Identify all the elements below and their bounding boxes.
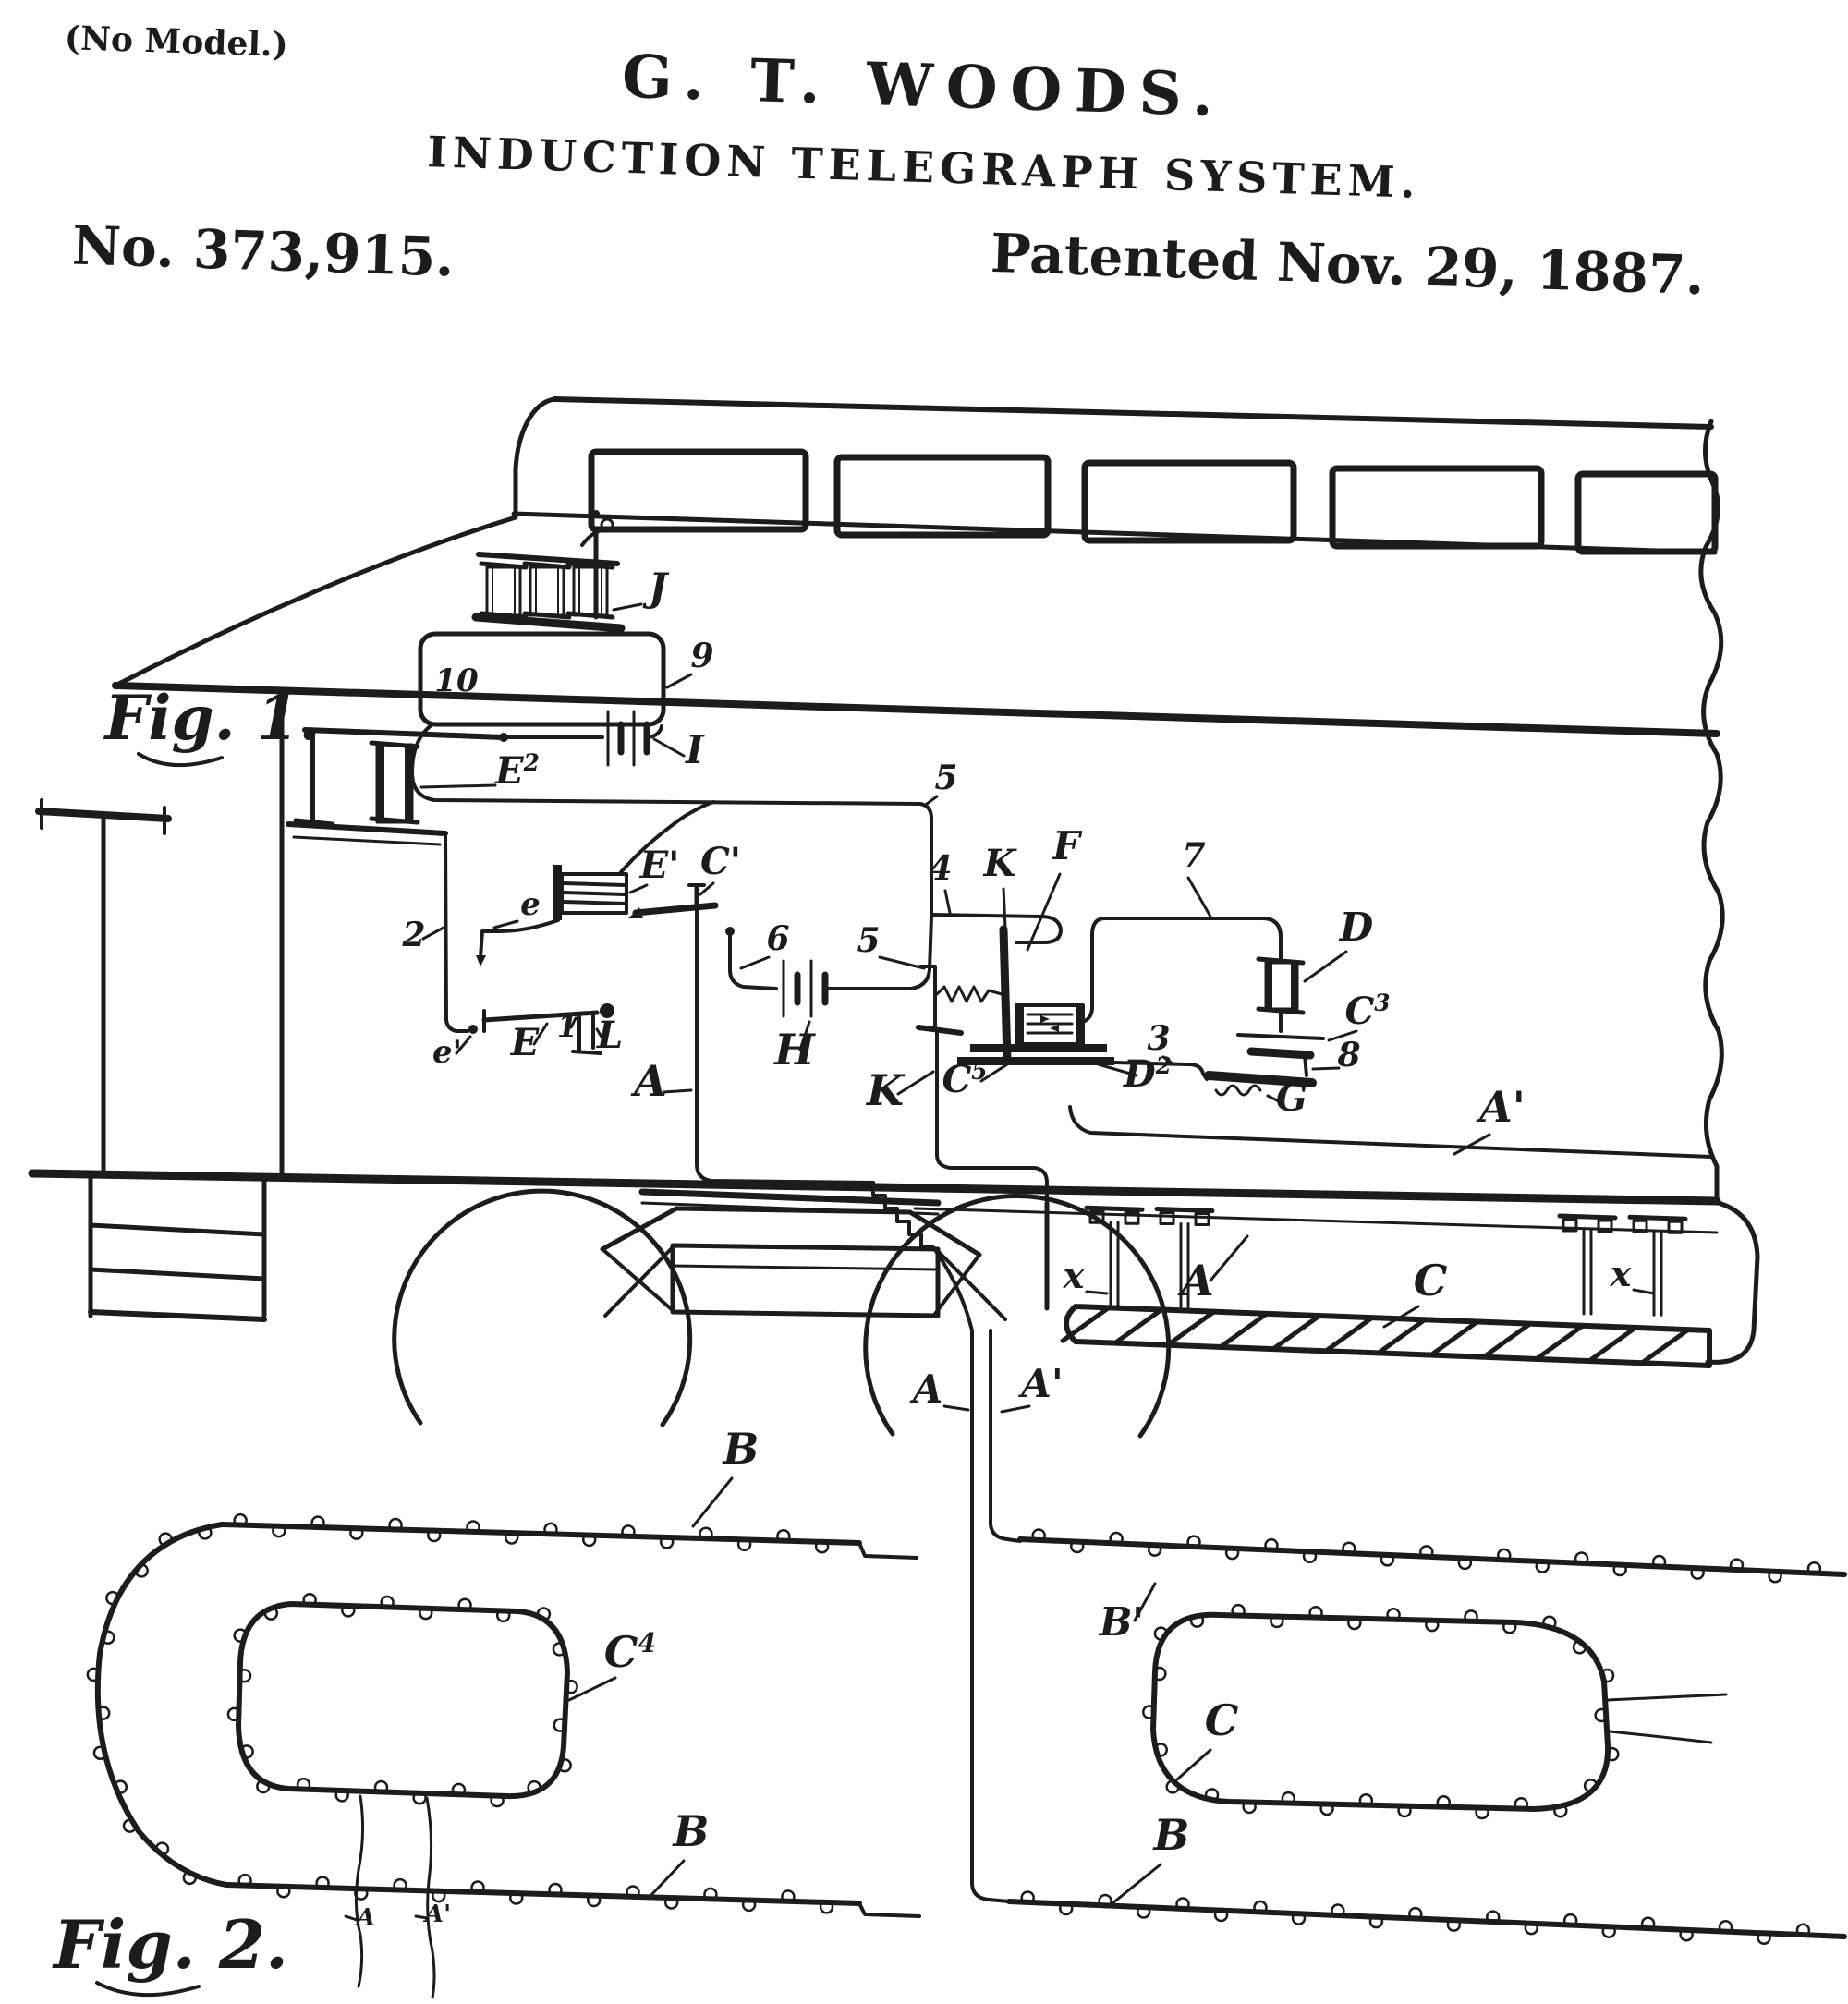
fig2-leader-5 bbox=[1177, 1750, 1210, 1779]
fig1-leader-31 bbox=[1210, 1236, 1247, 1281]
hatch-line bbox=[1221, 1314, 1267, 1347]
hanger-stem bbox=[1111, 1222, 1118, 1306]
fig2-label-B-6: B bbox=[673, 1806, 710, 1856]
fig1-car-outline bbox=[32, 399, 1757, 1436]
fig1-label-D-21: D bbox=[1339, 905, 1374, 950]
fig1-leader-28 bbox=[663, 1090, 691, 1092]
fig1-label-A-31: A bbox=[1181, 1256, 1214, 1306]
hanger-flange bbox=[1087, 1208, 1142, 1209]
fig1-label-I-3: I bbox=[686, 727, 704, 772]
fig2-label-C4-4: $C^4$ bbox=[603, 1626, 657, 1677]
inventor-name: G. T. WOODS. bbox=[620, 42, 1228, 131]
fig1-leader-21 bbox=[1305, 952, 1346, 981]
fig1-label-D2-23: $D^2$ bbox=[1124, 1052, 1172, 1096]
patent-title: INDUCTION TELEGRAPH SYSTEM. bbox=[426, 127, 1422, 208]
fig1-leader-15 bbox=[741, 957, 769, 968]
fig1-label-Ap-30: A' bbox=[1479, 1082, 1526, 1132]
fig2-leader-7 bbox=[1112, 1864, 1161, 1903]
fig2-label-Bp-3: B' bbox=[1099, 1599, 1145, 1645]
fig1-label-C3-25: $C^3$ bbox=[1344, 990, 1391, 1033]
hatch-line bbox=[1115, 1310, 1161, 1343]
fig2-caption-flourish bbox=[97, 1983, 199, 1995]
fig1-leader-13 bbox=[927, 796, 937, 804]
fig1-leader-20 bbox=[1188, 878, 1210, 917]
fig1-caption: Fig. 1. bbox=[104, 682, 321, 754]
fig1-leader-4 bbox=[421, 785, 495, 787]
hatch-line bbox=[1537, 1326, 1583, 1359]
patent-date: Patented Nov. 29, 1887. bbox=[990, 221, 1706, 308]
fig1-label-E2-4: $E^2$ bbox=[495, 749, 540, 793]
fig1-label-6-15: 6 bbox=[766, 919, 790, 958]
no-model-note: (No Model.) bbox=[64, 18, 289, 65]
fig1-leader-26 bbox=[1313, 1068, 1339, 1069]
fig1-label-5-13: 5 bbox=[934, 759, 958, 797]
patent-number: No. 373,915. bbox=[71, 213, 456, 289]
hanger-flange bbox=[1560, 1216, 1615, 1218]
fig1-leader-3 bbox=[654, 739, 684, 756]
hanger-flange bbox=[1157, 1209, 1212, 1211]
hatch-line bbox=[1642, 1330, 1688, 1363]
fig1-label-C-34: C bbox=[1413, 1256, 1448, 1306]
fig2-leader-0 bbox=[693, 1478, 732, 1526]
fig1-leader-33 bbox=[1634, 1290, 1654, 1293]
fig2-caption: Fig. 2. bbox=[53, 1905, 289, 1984]
fig1-label-1-11: 1 bbox=[556, 1009, 578, 1044]
fig2-leader-8 bbox=[346, 1916, 357, 1920]
fig1-label-3-24: 3 bbox=[1147, 1019, 1171, 1058]
hanger-foot bbox=[1161, 1213, 1173, 1224]
hatch-line bbox=[1168, 1312, 1214, 1345]
fig1-leader-14 bbox=[880, 957, 924, 968]
fig1-leader-32 bbox=[1087, 1292, 1107, 1293]
fig2-leader-2 bbox=[1002, 1406, 1029, 1412]
fig1-label-H-16: H bbox=[774, 1025, 815, 1075]
fig1-label-x-33: x bbox=[1610, 1253, 1632, 1294]
fig1-label-G-27: G bbox=[1275, 1076, 1308, 1120]
fig1-leader-30 bbox=[1454, 1135, 1489, 1154]
fig2-track-loops bbox=[88, 1514, 1844, 1998]
fig1-caption-flourish bbox=[139, 754, 222, 765]
hatch-line bbox=[1589, 1328, 1635, 1361]
fig2-label-B-7: B bbox=[1153, 1810, 1190, 1860]
fig2-leader-1 bbox=[944, 1406, 968, 1410]
fig2-labels bbox=[52, 1361, 1239, 1984]
hanger-flange bbox=[1630, 1217, 1685, 1219]
fig1-leader-5 bbox=[423, 928, 444, 939]
hatch-line bbox=[1326, 1318, 1372, 1351]
hanger-stem bbox=[1654, 1232, 1661, 1315]
fig2-label-Ap-2: A' bbox=[1021, 1361, 1064, 1406]
fig1-label-9-2: 9 bbox=[690, 637, 714, 675]
hatch-line bbox=[1484, 1324, 1530, 1357]
hatch-line bbox=[1273, 1316, 1319, 1349]
fig2-label-Ap-9: A' bbox=[424, 1901, 452, 1928]
fig2-label-A-1: A bbox=[912, 1366, 943, 1412]
fig1-label-10-1: 10 bbox=[434, 662, 479, 699]
fig1-label-Ep-6: E' bbox=[639, 844, 680, 887]
fig1-label-8-26: 8 bbox=[1337, 1036, 1361, 1075]
fig1-label-E-10: E bbox=[510, 1021, 540, 1064]
fig1-label-K-29: K bbox=[867, 1065, 904, 1115]
hanger-foot bbox=[1196, 1214, 1209, 1225]
fig1-label-ep-9: e' bbox=[432, 1034, 463, 1071]
fig1-leader-2 bbox=[667, 674, 691, 687]
hatch-line bbox=[1431, 1322, 1477, 1355]
fig1-label-x-32: x bbox=[1063, 1255, 1085, 1296]
fig2-leader-6 bbox=[650, 1861, 684, 1896]
fig1-label-C5-22: $C^5$ bbox=[942, 1058, 988, 1101]
fig1-leader-0 bbox=[614, 604, 641, 610]
sounder-coils bbox=[481, 564, 613, 617]
fig1-leader-17 bbox=[945, 891, 950, 913]
fig1-label-A-28: A bbox=[634, 1056, 667, 1106]
fig1-label-4-17: 4 bbox=[929, 849, 953, 888]
fig1-label-Cp-7: C' bbox=[699, 840, 742, 883]
fig2-label-C-5: C bbox=[1204, 1695, 1239, 1745]
fig1-label-7-20: 7 bbox=[1182, 836, 1206, 875]
hanger-stem bbox=[1584, 1231, 1591, 1314]
fig1-label-5-14: 5 bbox=[857, 921, 881, 960]
fig2-label-B-0: B bbox=[723, 1424, 760, 1474]
fig2-label-A-8: A bbox=[356, 1904, 376, 1932]
fig1-label-e-8: e bbox=[520, 886, 541, 923]
fig1-leader-8 bbox=[494, 921, 517, 928]
fig1-label-K-18: K bbox=[983, 842, 1016, 885]
fig1-label-L-12: L bbox=[596, 1014, 624, 1057]
fig1-label-F-19: F bbox=[1052, 823, 1080, 868]
fig1-leader-18 bbox=[1003, 889, 1005, 928]
fig1-label-2-5: 2 bbox=[402, 916, 426, 954]
fig1-label-J-0: J bbox=[649, 565, 667, 610]
